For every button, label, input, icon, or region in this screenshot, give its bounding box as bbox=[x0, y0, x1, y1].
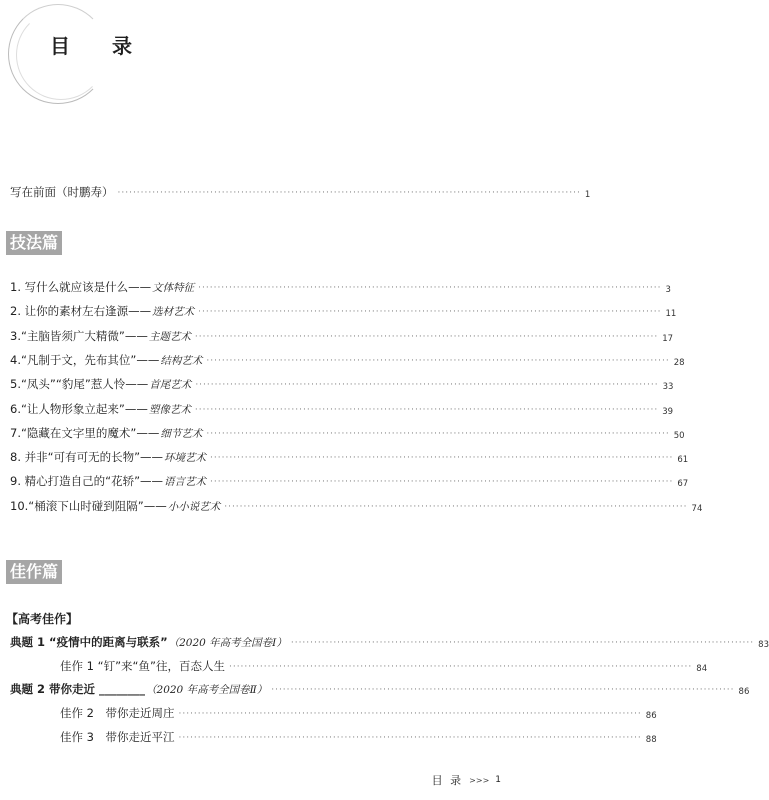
page-number: 11 bbox=[665, 309, 677, 320]
toc-entry-text: 5.“凤头”“豹尾”惹人怜—— bbox=[10, 377, 149, 392]
page-number: 86 bbox=[645, 711, 657, 722]
toc-entry-category: 语言艺术 bbox=[164, 476, 207, 489]
footer-page-number: 1 bbox=[495, 775, 501, 785]
subsection-heading-gaokao: 【高考佳作】 bbox=[6, 612, 79, 626]
toc-entry-text: 8. 并非“可有可无的长物”—— bbox=[10, 450, 164, 465]
page-number: 39 bbox=[662, 406, 674, 417]
page-number: 61 bbox=[677, 455, 689, 466]
page-number: 67 bbox=[677, 479, 689, 490]
section-banner-techniques: 技法篇 bbox=[6, 231, 62, 255]
toc-entry-category: 主题艺术 bbox=[148, 330, 191, 343]
dot-leader: ························································································································ bbox=[210, 477, 674, 488]
page-number: 3 bbox=[665, 285, 671, 295]
page-number: 74 bbox=[691, 503, 703, 514]
toc-entry[interactable] bbox=[10, 425, 685, 441]
toc-entry-text: 3.“主脑皆须广大精微”—— bbox=[10, 328, 148, 343]
toc-entry[interactable] bbox=[10, 352, 685, 368]
dot-leader: ························································································································ bbox=[194, 331, 659, 342]
toc-entry[interactable] bbox=[10, 376, 674, 393]
toc-entry-category: 细节艺术 bbox=[160, 427, 203, 440]
dot-leader: ························································································································ bbox=[271, 685, 735, 696]
toc-entry-text: 佳作 2 带你走近周庄 bbox=[60, 706, 175, 721]
toc-entry[interactable] bbox=[10, 279, 671, 295]
toc-entry-text: 佳作 3 带你走近平江 bbox=[60, 729, 175, 744]
toc-entry-category: 文体特征 bbox=[152, 282, 195, 294]
page-number: 84 bbox=[696, 663, 708, 674]
toc-entry-category: （2020 年高考全国卷Ⅱ） bbox=[146, 684, 268, 697]
page-title: 目 录 bbox=[50, 34, 143, 58]
toc-entry-text: 7.“隐藏在文字里的魔术”—— bbox=[10, 425, 160, 440]
page-number: 28 bbox=[673, 357, 685, 368]
toc-entry[interactable] bbox=[60, 705, 657, 722]
toc-entry-text: 6.“让人物形象立起来”—— bbox=[10, 401, 148, 416]
dot-leader: ························································································································ bbox=[210, 453, 674, 464]
toc-entry-text: 典题 2 带你走近 ________ bbox=[10, 682, 146, 697]
page-number: 88 bbox=[645, 734, 657, 745]
toc-entry-category: 首尾艺术 bbox=[149, 379, 192, 392]
toc-entry[interactable] bbox=[10, 473, 689, 490]
toc-entry-text: 典题 1 “疫情中的距离与联系” bbox=[10, 635, 168, 649]
section-banner-works: 佳作篇 bbox=[6, 560, 62, 584]
toc-entry-category: 小小说艺术 bbox=[167, 500, 221, 513]
toc-entry-category: （2020 年高考全国卷Ⅰ） bbox=[168, 637, 287, 649]
toc-entry[interactable] bbox=[10, 681, 750, 698]
dot-leader: ························································································································ bbox=[194, 404, 659, 415]
dot-leader: ························································································································ bbox=[206, 428, 670, 439]
dot-leader: ························································································································ bbox=[228, 661, 693, 672]
toc-entry-category: 结构艺术 bbox=[160, 354, 203, 367]
toc-entry-text: 佳作 1 “钉”来“鱼”往，百态人生 bbox=[60, 658, 225, 673]
toc-entry-category: 塑像艺术 bbox=[148, 403, 191, 416]
toc-entry-text: 2. 让你的素材左右逢源—— bbox=[10, 304, 152, 319]
dot-leader: ························································································································ bbox=[195, 380, 659, 391]
footer-label: 目 录 bbox=[431, 774, 464, 787]
dot-leader: ························································································································ bbox=[178, 709, 642, 720]
toc-entry-text: 1. 写什么就应该是什么—— bbox=[10, 280, 152, 294]
page-number: 83 bbox=[758, 640, 769, 650]
toc-entry-text: 10.“桶滚下山时碰到阻隔”—— bbox=[10, 498, 167, 513]
page-footer bbox=[432, 772, 501, 788]
dot-leader: ························································································································ bbox=[117, 188, 581, 198]
dot-leader: ························································································································ bbox=[224, 501, 688, 512]
toc-entry[interactable] bbox=[10, 498, 703, 514]
page-number: 33 bbox=[662, 382, 674, 393]
dot-leader: ························································································································ bbox=[290, 638, 755, 648]
toc-entry-category: 选材艺术 bbox=[152, 306, 195, 319]
dot-leader: ························································································································ bbox=[198, 307, 662, 318]
toc-entry[interactable] bbox=[60, 729, 657, 745]
toc-entry-text: 4.“凡制于文，先布其位”—— bbox=[10, 352, 160, 367]
dot-leader: ························································································································ bbox=[206, 355, 670, 366]
toc-entry-category: 环境艺术 bbox=[164, 452, 207, 465]
toc-entry[interactable] bbox=[10, 303, 677, 320]
toc-entry[interactable] bbox=[10, 328, 674, 344]
page-number: 86 bbox=[738, 687, 750, 698]
dot-leader: ························································································································ bbox=[178, 732, 642, 743]
toc-entry-text: 写在前面（时鹏寿） bbox=[10, 185, 114, 199]
page-number: 1 bbox=[584, 190, 591, 200]
toc-entry[interactable] bbox=[10, 634, 769, 650]
toc-entry-preface[interactable] bbox=[10, 184, 591, 200]
dot-leader: ························································································································ bbox=[198, 283, 662, 293]
toc-entry[interactable] bbox=[60, 658, 708, 674]
toc-entry-text: 9. 精心打造自己的“花轿”—— bbox=[10, 474, 164, 489]
page-number: 50 bbox=[673, 430, 685, 441]
toc-entry[interactable] bbox=[10, 449, 689, 466]
toc-entry[interactable] bbox=[10, 401, 674, 417]
page-number: 17 bbox=[662, 333, 674, 344]
footer-arrows: >>> bbox=[469, 775, 490, 785]
